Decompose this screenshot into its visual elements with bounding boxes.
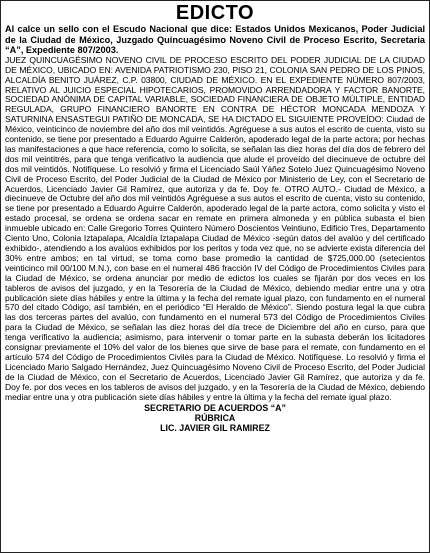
signature-name: LIC. JAVIER GIL RAMIREZ [160, 423, 270, 434]
body-paragraph: JUEZ QUINCUAGÉSIMO NOVENO CIVIL DE PROCESO ESCRITO DEL PODER JUDICIAL DE LA CIUDAD DE MÉXICO, UBICADO EN: AVENIDA PATRIOTISMO 230, PISO 21, COLONIA SAN PEDRO DE LOS PINOS, ALCALDÍA BENITO JUÁREZ, C.P. 03800, CIUDAD DE MÉXICO. EN EL EXPEDIENTE NÚMERO 807/2003, RELATIVO AL JUICIO ESPECIAL HIPOTECARIOS, PROMOVIDO ARRENDADORA Y FACTOR BANORTE, SOCIEDAD ANÓNIMA DE CAPITAL VARIABLE, SOCIEDAD FINANCIERA DE OBJETO MÚLTIPLE, ENTIDAD REGULADA, GRUPO FINANCIERO BANORTE EN CONTRA DE HÉCTOR MONCADA MENDOZA Y SATURNINA ENSASTEGUI PATIÑO DE MONCADA, SE HA DICTADO EL SIGUIENTE PROVEÍDO: Ciudad de México, veinticinco de noviembre del año dos mil veintidós. Agréguese a sus autos el escrito de cuenta, visto su contenido, se tiene por presentado a Eduardo Aguirre Calderón, apoderado legal de la parte actora; por hechas las manifestaciones a que hace referencia, como lo solicita, se señalan las diez horas del día dos de febrero del dos mil veintitrés, para que tenga verificativo la audiencia que alude el proveído del diecinueve de octubre del dos mil veintidós. Notifíquese. Lo resolvió y firma el Licenciado Saúl Yáñez Sotelo Juez Quincuagésimo Noveno Civil de Proceso Escrito, del Poder Judicial de la Ciudad de México por Ministerio de Ley, con el Secretario de Acuerdos, Licenciado Javier Gil Ramírez, que autoriza y da fe. Doy fe. OTRO AUTO.- Ciudad de México, a diecinueve de Octubre del año dos mil veintidós Agréguese a sus autos el escrito de cuenta, visto su contenido, se tiene por presentado a Eduardo Aguirre Calderón, apoderado legal de la parte actora, como solicita y visto el estado procesal, se ordena se ordena sacar en remate en primera almoneda y en pública subasta el bien inmueble ubicado en: Calle Gregorio Torres Quintero Número Doscientos Veintiuno, Edificio Tres, Departamento Ciento Uno, Colonia Iztapalapa, Alcaldía Iztapalapa Ciudad de México -según datos del avalúo y del certificado exhibido-, atendiendo a los avalúos exhibidos por los peritos y toda vez que, no se advierte exista diferencia del 30% entre ambos; en tal virtud, se toma como base promedio la cantidad de $725,000.00 (setecientos veinticinco mil 00/100 M.N.), con base en el numeral 486 fracción IV del Código de Procedimientos Civiles para la Ciudad de México, se ordena anunciar por medio de edictos los cuales se fijarán por dos veces en los tableros de avisos del juzgado, y en la Tesorería de la Ciudad de México, debiendo mediar entre una y otra publicación siete días hábiles y entre la última y la fecha del remate igual plazo, con fundamento en el numeral 570 del citado Código, así también, en el periódico “El Heraldo de México”. Siendo postura legal la que cubra las dos terceras partes del avalúo, con fundamento en el numeral 573 del Código de Procedimientos Civiles para la Ciudad de México, se señalan las diez horas del día trece de Diciembre del año en curso, para que tenga verificativo la audiencia; asimismo, para intervenir o tomar parte en la subasta deberán los licitadores consignar previamente el 10% del valor de los bienes que sirve de base para el remate, con fundamento en el artículo 574 del Código de Procedimientos Civiles para la Ciudad de México. Notifíquese. Lo resolvió y firma el Licenciado Mario Salgado Hernández, Juez Quincuagésimo Noveno Civil de Proceso Escrito, del Poder Judicial de la Ciudad de México, con el Secretario de Acuerdos, Licenciado Javier Gil Ramírez, que autoriza y da fe. Doy fe. por dos veces en los tableros de avisos del juzgado, y en la Tesorería de la Ciudad de México, debiendo mediar entre una y otra publicación siete días hábiles y entre la última y la fecha del remate igual plazo. [5, 54, 425, 402]
signature-title: SECRETARIO DE ACUERDOS “A” [144, 402, 286, 413]
seal-header-paragraph: Al calce un sello con el Escudo Nacional que dice: Estados Unidos Mexicanos, Poder Judicial de la Ciudad de México, Juzgado Quincuagésimo Noveno Civil de Proceso Escrito, Secretaria “A”, Expediente 807/2003. [5, 24, 425, 56]
signature-rubrica: RÚBRICA [194, 412, 236, 423]
document-title: EDICTO [175, 2, 255, 24]
